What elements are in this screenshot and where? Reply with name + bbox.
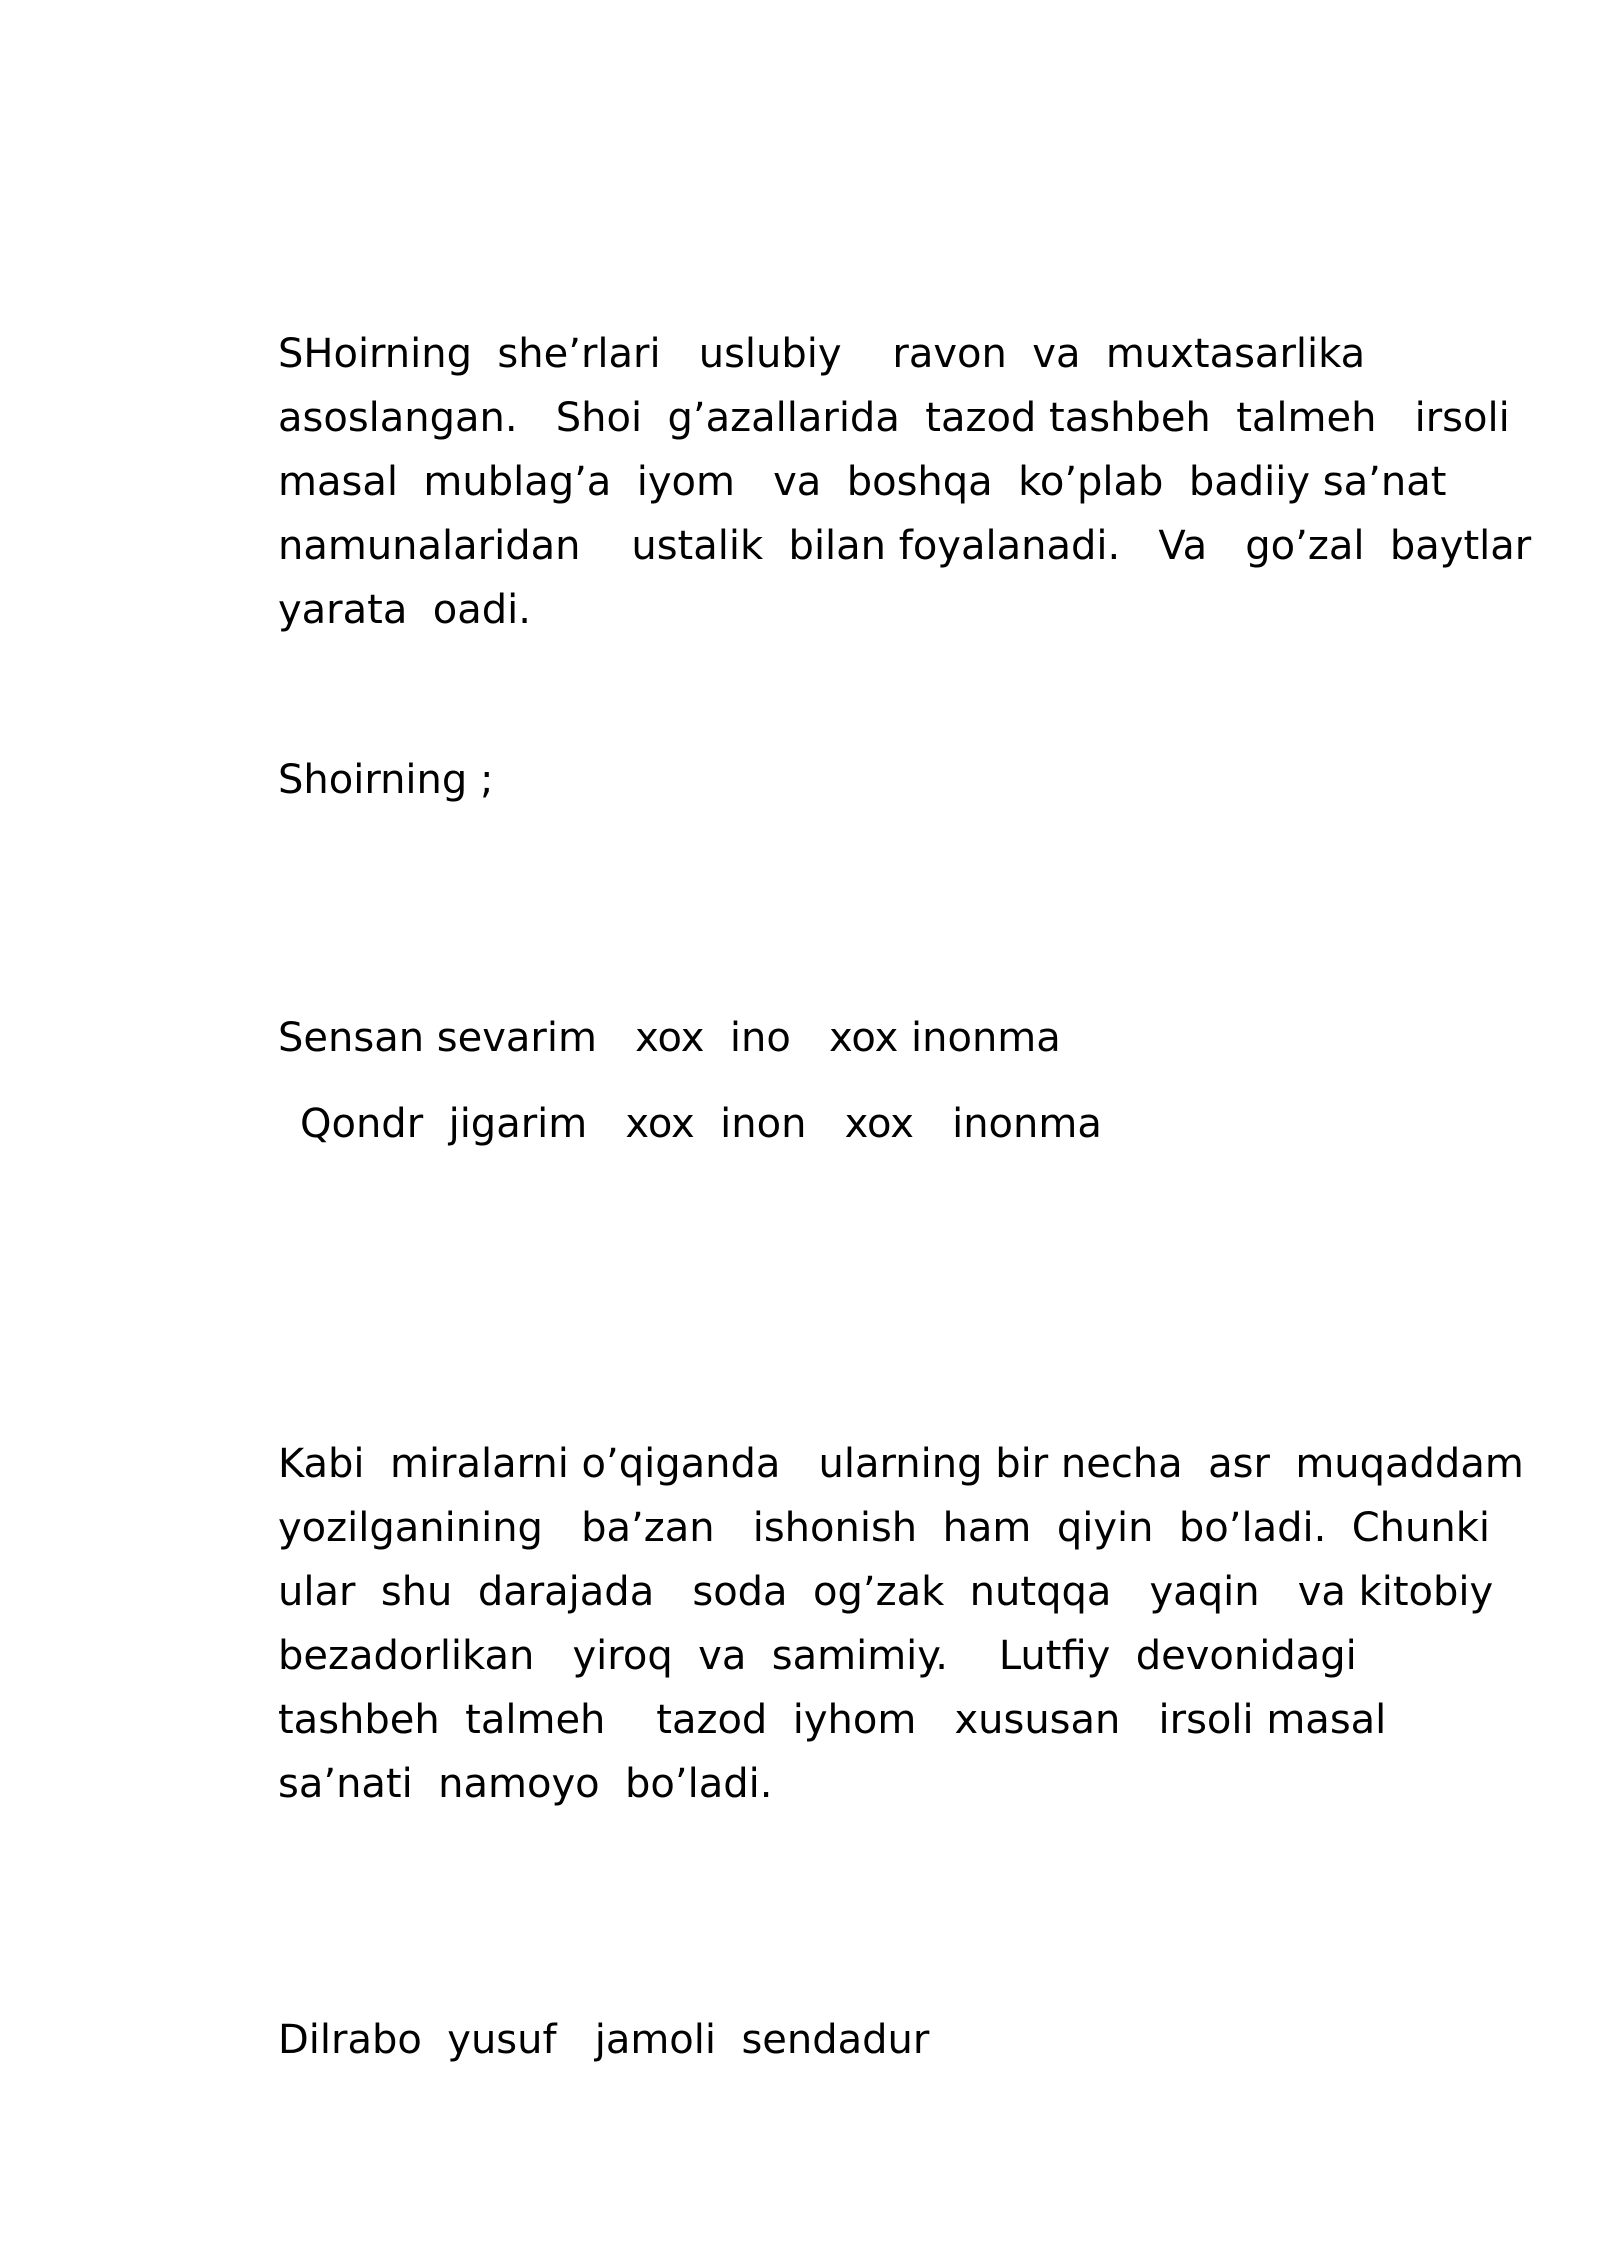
paragraph-2-line-3: ular shu darajada soda og’zak nutqqa yaqin va kitobiy [278, 1569, 1494, 1615]
paragraph-1-line-4: namunalaridan ustalik bilan foyalanadi. Va go’zal baytlar [278, 523, 1532, 569]
paragraph-1-line-3: masal mublag’a iyom va boshqa ko’plab badiiy sa’nat [278, 459, 1447, 505]
paragraph-1-line-1: SHoirning she’rlari uslubiy ravon va muxtasarlika [278, 331, 1366, 377]
verse-line-2: Qondr jigarim xox inon xox inonma [300, 1101, 1102, 1147]
paragraph-1-line-5: yarata oadi. [278, 587, 531, 633]
section-heading: Shoirning ; [278, 757, 494, 803]
closing-line: Dilrabo yusuf jamoli sendadur [278, 2017, 930, 2063]
paragraph-1-line-2: asoslangan. Shoi g’azallarida tazod tashbeh talmeh irsoli [278, 395, 1510, 441]
verse-line-1: Sensan sevarim xox ino xox inonma [278, 1015, 1061, 1061]
paragraph-2-line-1: Kabi miralarni o’qiganda ularning bir necha asr muqaddam [278, 1441, 1524, 1487]
paragraph-2-line-6: sa’nati namoyo bo’ladi. [278, 1761, 773, 1807]
paragraph-2-line-5: tashbeh talmeh tazod iyhom xususan irsoli masal [278, 1697, 1387, 1743]
paragraph-2-line-2: yozilganining ba’zan ishonish ham qiyin bo’ladi. Chunki [278, 1505, 1491, 1551]
paragraph-2-line-4: bezadorlikan yiroq va samimiy. Lutfiy devonidagi [278, 1633, 1357, 1679]
